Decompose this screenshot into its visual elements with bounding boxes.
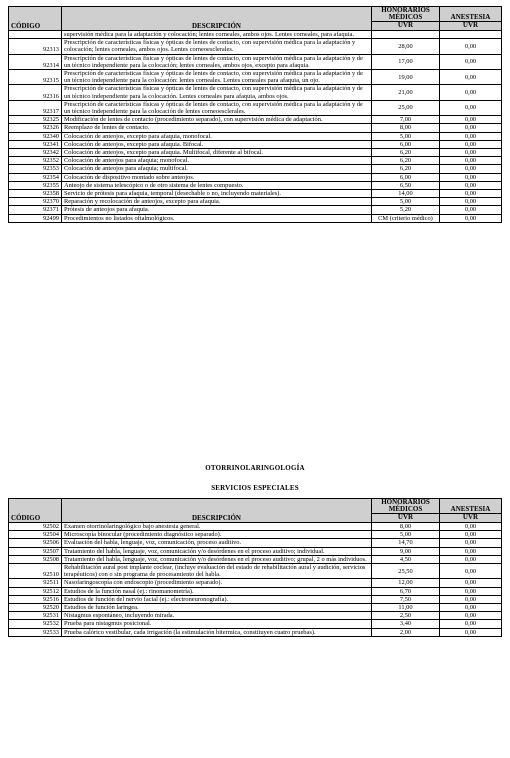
procedure-code: 92507	[9, 547, 62, 555]
procedure-description: Evaluación del habla, lenguaje, voz, comunicación, proceso auditivo.	[62, 539, 372, 547]
table-header-row	[9, 7, 502, 22]
procedure-code: 92511	[9, 579, 62, 587]
anestesia-value: 0,00	[440, 522, 502, 530]
table-row	[9, 628, 502, 636]
procedure-code: 92340	[9, 132, 62, 140]
procedure-description: Prueba para nistagmus posicional.	[62, 620, 372, 628]
honorarios-value: 8,00	[372, 124, 440, 132]
anestesia-value: 0,00	[440, 555, 502, 563]
honorarios-value: 5,20	[372, 206, 440, 214]
anestesia-value: 0,00	[440, 189, 502, 197]
procedure-code: 92371	[9, 206, 62, 214]
procedure-description: Prescripción de características físicas y ópticas de lentes de contacto, con supervisión médica para la adaptación y de un técnico independiente para la colocación; lentes corneales, ambos ojos, excepto para afaquia.	[62, 54, 372, 69]
procedure-description: Reemplazo de lentes de contacto.	[62, 124, 372, 132]
honorarios-value: 6,20	[372, 148, 440, 156]
anestesia-value: 0,00	[440, 54, 502, 69]
procedure-code: 92533	[9, 628, 62, 636]
procedure-code: 92316	[9, 85, 62, 100]
header-code: CÓDIGO	[9, 7, 62, 31]
header-unit-anestesia: UVR	[440, 22, 502, 31]
anestesia-value	[440, 30, 502, 38]
anestesia-value: 0,00	[440, 100, 502, 115]
anestesia-value: 0,00	[440, 39, 502, 54]
header-anestesia: ANESTESIA	[440, 7, 502, 22]
procedure-description: Anteojo de sistema telescópico o de otro sistema de lentes compuesto.	[62, 181, 372, 189]
procedure-code: 92512	[9, 587, 62, 595]
header-code: CÓDIGO	[9, 499, 62, 523]
anestesia-value: 0,00	[440, 173, 502, 181]
anestesia-value: 0,00	[440, 595, 502, 603]
table-row	[9, 140, 502, 148]
procedure-code: 92314	[9, 54, 62, 69]
table-row	[9, 69, 502, 84]
anestesia-value: 0,00	[440, 165, 502, 173]
procedure-description: Reparación y recolocación de anteojos, excepto para afaquia.	[62, 198, 372, 206]
honorarios-value: 17,00	[372, 54, 440, 69]
anestesia-value: 0,00	[440, 140, 502, 148]
table-row	[9, 563, 502, 578]
table-row	[9, 124, 502, 132]
procedure-code	[9, 30, 62, 38]
anestesia-value: 0,00	[440, 157, 502, 165]
honorarios-value: 4,50	[372, 555, 440, 563]
table-row	[9, 54, 502, 69]
procedure-code: 92370	[9, 198, 62, 206]
procedure-code: 92502	[9, 522, 62, 530]
honorarios-value: 25,50	[372, 563, 440, 578]
procedure-code: 92315	[9, 69, 62, 84]
honorarios-value: 12,00	[372, 579, 440, 587]
anestesia-value: 0,00	[440, 116, 502, 124]
table-row	[9, 555, 502, 563]
table-header-row	[9, 499, 502, 514]
anestesia-value: 0,00	[440, 628, 502, 636]
table-body	[9, 30, 502, 222]
header-unit-honorarios: UVR	[372, 22, 440, 31]
procedure-code: 92508	[9, 555, 62, 563]
table-row	[9, 214, 502, 222]
honorarios-value: 6,20	[372, 157, 440, 165]
procedure-description: Colocación de anteojos para afaquia; multifocal.	[62, 165, 372, 173]
table-row	[9, 148, 502, 156]
procedure-code: 92504	[9, 531, 62, 539]
procedure-code: 92355	[9, 181, 62, 189]
procedure-description: Colocación de anteojos para afaquia; monofocal.	[62, 157, 372, 165]
procedure-description: Prescripción de características físicas y ópticas de lentes de contacto, con supervisión médica para la adaptación y de un técnico independiente para la colocación de lentes corneoesclerales.	[62, 100, 372, 115]
anestesia-value: 0,00	[440, 612, 502, 620]
procedure-code: 92354	[9, 173, 62, 181]
procedure-code: 92353	[9, 165, 62, 173]
honorarios-value: 8,00	[372, 522, 440, 530]
procedure-description: Microscopía binocular (procedimiento diagnóstico separado).	[62, 531, 372, 539]
honorarios-value: 5,00	[372, 531, 440, 539]
procedure-description: Nistagmus espontáneo, incluyendo mirada.	[62, 612, 372, 620]
anestesia-value: 0,00	[440, 531, 502, 539]
table-row	[9, 620, 502, 628]
anestesia-value: 0,00	[440, 206, 502, 214]
table-row	[9, 539, 502, 547]
procedure-code: 92520	[9, 603, 62, 611]
table-row	[9, 206, 502, 214]
procedure-description: Tratamiento del habla, lenguaje, voz, comunicación y/o desórdenes en el proceso auditivo; grupal, 2 o más individuos.	[62, 555, 372, 563]
table-row	[9, 157, 502, 165]
honorarios-value: 25,00	[372, 100, 440, 115]
procedure-code: 92516	[9, 595, 62, 603]
procedure-description: Procedimientos no listados oftalmológicos.	[62, 214, 372, 222]
honorarios-value: 7,50	[372, 595, 440, 603]
procedure-code: 92352	[9, 157, 62, 165]
header-description: DESCRIPCIÓN	[62, 499, 372, 523]
honorarios-value: 21,00	[372, 85, 440, 100]
table-row	[9, 603, 502, 611]
procedure-code: 92499	[9, 214, 62, 222]
honorarios-value: 6,20	[372, 165, 440, 173]
header-unit-anestesia: UVR	[440, 514, 502, 523]
table-row	[9, 100, 502, 115]
procedure-code: 92358	[9, 189, 62, 197]
table-row	[9, 595, 502, 603]
anestesia-value: 0,00	[440, 539, 502, 547]
procedure-description: Estudios de función del nervio facial (ej.: electroneuronografía).	[62, 595, 372, 603]
anestesia-value: 0,00	[440, 547, 502, 555]
table-row	[9, 181, 502, 189]
anestesia-value: 0,00	[440, 132, 502, 140]
procedure-code: 92506	[9, 539, 62, 547]
honorarios-value: 19,00	[372, 69, 440, 84]
table-row	[9, 85, 502, 100]
procedure-code: 92325	[9, 116, 62, 124]
table-row	[9, 165, 502, 173]
honorarios-value: CM (criterio médico)	[372, 214, 440, 222]
table-row	[9, 39, 502, 54]
header-honorarios: HONORARIOS MÉDICOS	[372, 7, 440, 22]
honorarios-value: 9,00	[372, 547, 440, 555]
honorarios-value: 6,50	[372, 181, 440, 189]
anestesia-value: 0,00	[440, 148, 502, 156]
procedure-code: 92341	[9, 140, 62, 148]
procedure-code: 92326	[9, 124, 62, 132]
anestesia-value: 0,00	[440, 85, 502, 100]
procedure-description: supervisión médica para la adaptación y colocación; lentes corneales, ambos ojos. Lentes corneales, para afaquia.	[62, 30, 372, 38]
procedure-description: Rehabilitación aural post implante coclear, (incluye evaluación del estado de rehabilitación aural y audición, servicios terapéuticos) con o sin programa de procesamiento del habla.	[62, 563, 372, 578]
anestesia-value: 0,00	[440, 198, 502, 206]
table-row	[9, 30, 502, 38]
procedure-description: Prueba calórico vestibular, cada irrigación (la estimulación bitermica, constituyen cuatro pruebas).	[62, 628, 372, 636]
anestesia-value: 0,00	[440, 124, 502, 132]
procedure-description: Estudios de la función nasal (ej.: rinomanometría).	[62, 587, 372, 595]
table-row	[9, 116, 502, 124]
anestesia-value: 0,00	[440, 620, 502, 628]
honorarios-value: 7,00	[372, 116, 440, 124]
honorarios-value: 3,40	[372, 620, 440, 628]
header-unit-honorarios: UVR	[372, 514, 440, 523]
honorarios-value: 14,70	[372, 539, 440, 547]
procedure-code: 92510	[9, 563, 62, 578]
table-row	[9, 189, 502, 197]
procedure-code: 92532	[9, 620, 62, 628]
anestesia-value: 0,00	[440, 587, 502, 595]
procedure-description: Prescripción de características físicas y ópticas de lentes de contacto, con supervisión médica para la adaptación y colocación; lentes corneales, ambos ojos. Lentes corneoesclerales.	[62, 39, 372, 54]
procedure-description: Colocación de anteojos, excepto para afaquia. Multifocal, diferente al bifocal.	[62, 148, 372, 156]
header-description: DESCRIPCIÓN	[62, 7, 372, 31]
table-row	[9, 587, 502, 595]
procedure-description: Colocación de anteojos, excepto para afaquia. Bifocal.	[62, 140, 372, 148]
honorarios-value: 2,00	[372, 628, 440, 636]
procedure-description: Colocación de dispositivo montado sobre anteojos.	[62, 173, 372, 181]
table-row	[9, 132, 502, 140]
table-row	[9, 198, 502, 206]
procedure-code: 92317	[9, 100, 62, 115]
table-row	[9, 522, 502, 530]
table-row	[9, 579, 502, 587]
honorarios-value: 2,50	[372, 612, 440, 620]
section-subtitle: SERVICIOS ESPECIALES	[211, 484, 299, 492]
header-honorarios: HONORARIOS MÉDICOS	[372, 499, 440, 514]
procedure-code: 92531	[9, 612, 62, 620]
procedure-description: Estudios de función laringea.	[62, 603, 372, 611]
table-row	[9, 612, 502, 620]
honorarios-value: 6,00	[372, 140, 440, 148]
anestesia-value: 0,00	[440, 69, 502, 84]
table-row	[9, 547, 502, 555]
table-row	[9, 531, 502, 539]
otolaryngology-fee-table	[8, 498, 502, 637]
honorarios-value: 5,00	[372, 132, 440, 140]
honorarios-value: 28,00	[372, 39, 440, 54]
anestesia-value: 0,00	[440, 603, 502, 611]
procedure-code: 92313	[9, 39, 62, 54]
honorarios-value: 14,00	[372, 189, 440, 197]
anestesia-value: 0,00	[440, 214, 502, 222]
honorarios-value	[372, 30, 440, 38]
procedure-description: Nasofaringoscopía con endoscopio (procedimiento separado).	[62, 579, 372, 587]
anestesia-value: 0,00	[440, 563, 502, 578]
procedure-description: Examen otorrinolaringológico bajo anestesia general.	[62, 522, 372, 530]
procedure-description: Modificación de lentes de contacto (procedimiento separado), con supervisión médica de adaptación.	[62, 116, 372, 124]
table-row	[9, 173, 502, 181]
honorarios-value: 6,70	[372, 587, 440, 595]
procedure-description: Prescripción de características físicas y ópticas de lentes de contacto, con supervisión médica para la adaptación y de un técnico independiente para la colocación: lentes corneales. Lentes corneales para afaquia, un ojo.	[62, 69, 372, 84]
procedure-description: Colocación de anteojos, excepto para afaquia, monofocal.	[62, 132, 372, 140]
anestesia-value: 0,00	[440, 579, 502, 587]
procedure-description: Tratamiento del habla, lenguaje, voz, comunicación y/o desórdenes en el proceso auditivo; individual.	[62, 547, 372, 555]
procedure-description: Servicio de prótesis para afaquia, temporal (desechable o no, incluyendo materiales).	[62, 189, 372, 197]
anestesia-value: 0,00	[440, 181, 502, 189]
table-body	[9, 522, 502, 636]
honorarios-value: 6,00	[372, 173, 440, 181]
ophthalmology-fee-table	[8, 6, 502, 223]
procedure-description: Prótesis de anteojos para afaquia.	[62, 206, 372, 214]
honorarios-value: 11,00	[372, 603, 440, 611]
procedure-code: 92342	[9, 148, 62, 156]
section-title: OTORRINOLARINGOLOGÍA	[205, 464, 305, 472]
header-anestesia: ANESTESIA	[440, 499, 502, 514]
procedure-description: Prescripción de características físicas y ópticas de lentes de contacto, con supervisión médica para la adaptación y de un técnico independiente para la colocación. Lentes corneales para afaquia, ambos ojos.	[62, 85, 372, 100]
honorarios-value: 5,00	[372, 198, 440, 206]
